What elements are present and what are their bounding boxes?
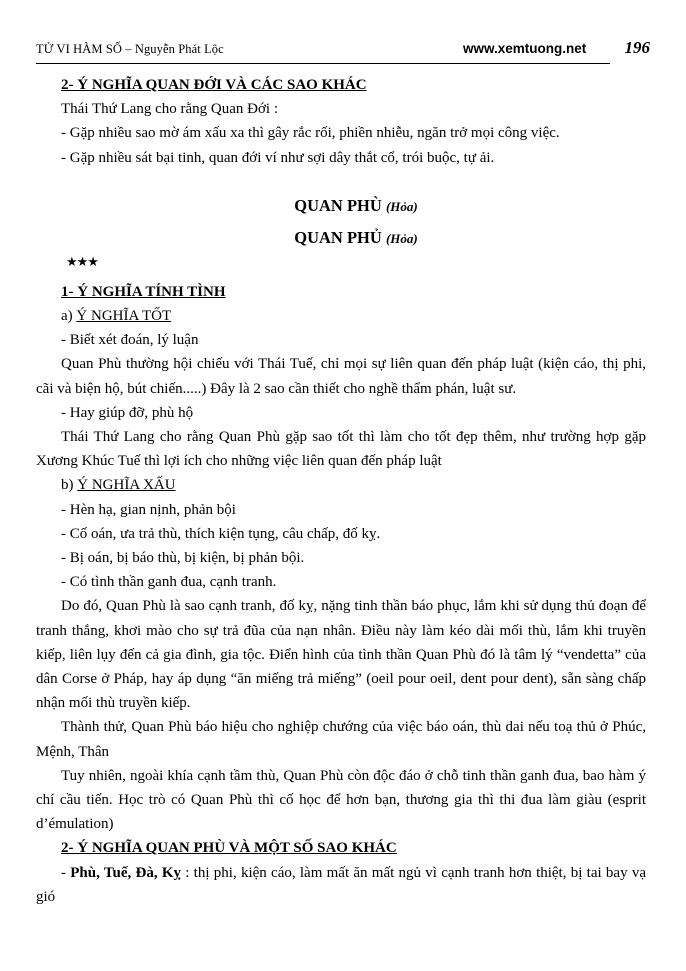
subheading-label: Ý NGHĨA TỐT — [76, 308, 172, 325]
paragraph: Tuy nhiên, ngoài khía cạnh tầm thù, Quan Phù còn độc đáo ở chỗ tinh thần ganh đua, bao hàm ý chí cầu tiến. Học trò có Quan Phù thì cố học để hơn bạn, thương gia thì thi đua làm giàu (esprit d’émulation) — [36, 767, 646, 833]
subheading-bad — [36, 473, 646, 497]
website-link[interactable]: www.xemtuong.net — [463, 41, 587, 56]
list-item: - Gặp nhiều sao mờ ám xấu xa thì gây rắc rối, phiền nhiễu, ngăn trở mọi công việc. — [61, 125, 560, 142]
list-item — [36, 861, 646, 909]
subheading-good — [36, 304, 646, 328]
star-combination: Phù, Tuế, Đà, Kỵ — [70, 864, 181, 881]
paragraph: Thái Thứ Lang cho rằng Quan Phù gặp sao tốt thì làm cho tốt đẹp thêm, như trường hợp gặp Xương Khúc Tuế thì lợi ích cho những việc liên quan đến pháp luật — [36, 429, 646, 470]
page-header — [36, 40, 650, 64]
section-heading-sao-khac: 2- Ý NGHĨA QUAN PHÙ VÀ MỘT SỐ SAO KHÁC — [61, 840, 397, 857]
paragraph: Quan Phù thường hội chiếu với Thái Tuế, chỉ mọi sự liên quan đến pháp luật (kiện cáo, thị phi, cãi và biện hộ, bút chiến.....) Đây là 2 sao cần thiết cho nghề thẩm phán, luật sư. — [36, 356, 646, 397]
list-item-text: : thị phi, kiện cáo, làm mất ăn mất ngủ vì cạnh tranh hơn thiệt, bị tai bay vạ gió — [36, 864, 646, 905]
section-heading-tinh-tinh: 1- Ý NGHĨA TÍNH TÌNH — [61, 283, 226, 300]
list-item: - Biết xét đoán, lý luận — [61, 332, 199, 349]
star-title-quan-phu-alt — [36, 222, 646, 254]
list-item: - Hèn hạ, gian nịnh, phản bội — [61, 501, 236, 518]
paragraph: Thành thử, Quan Phù báo hiệu cho nghiệp chướng của việc báo oán, thù dai nếu toạ thủ ở Phúc, Mệnh, Thân — [36, 719, 646, 760]
subheading-prefix: a) — [61, 308, 77, 325]
book-title: TỬ VI HÀM SỐ – Nguyễn Phát Lộc — [36, 42, 224, 56]
list-item: - Có tình thần ganh đua, cạnh tranh. — [61, 574, 277, 591]
section-heading-quan-doi: 2- Ý NGHĨA QUAN ĐỚI VÀ CÁC SAO KHÁC — [61, 77, 367, 93]
list-item: - Cố oán, ưa trả thù, thích kiện tụng, câu chấp, đố kỵ. — [61, 525, 381, 542]
list-item: - Gặp nhiều sát bại tinh, quan đới ví như sợi dây thắt cổ, trói buộc, tự ải. — [61, 149, 495, 166]
star-name: QUAN PHÙ — [294, 195, 382, 215]
header-rule — [36, 63, 610, 64]
three-stars-icon: ★★★ — [66, 253, 98, 269]
star-element: (Hỏa) — [385, 230, 418, 246]
list-item: - Hay giúp đỡ, phù hộ — [61, 404, 194, 421]
list-item: - Bị oán, bị báo thù, bị kiện, bị phản bội. — [61, 550, 305, 567]
subheading-prefix: b) — [61, 477, 78, 494]
star-name: QUAN PHỦ — [294, 227, 382, 247]
paragraph: Thái Thứ Lang cho rằng Quan Đới : — [61, 101, 278, 118]
paragraph: Do đó, Quan Phù là sao cạnh tranh, đố kỵ, nặng tinh thần báo phục, lắm khi sử dụng thủ đoạn để tranh thắng, khơi mào cho sự trả đũa của nạn nhân. Điều này làm kéo dài mối thù, lắm khi truyền kiếp, liên lụy đến cả gia đình, gia tộc. Điển hình của tình thần Quan Phù đó là tâm lý “vendetta” của dân Corse ở Pháp, hay áp dụng “ăn miếng trả miếng” (oeil pour oeil, dent pour dent), sẵn sàng chấp nhận mối thù truyền kiếp. — [36, 598, 646, 712]
list-prefix: - — [61, 864, 71, 881]
page-number: 196 — [624, 38, 650, 57]
star-element: (Hỏa) — [385, 198, 418, 214]
subheading-label: Ý NGHĨA XẤU — [77, 477, 176, 494]
page-content — [36, 73, 646, 909]
star-title-quan-phu — [36, 190, 646, 222]
